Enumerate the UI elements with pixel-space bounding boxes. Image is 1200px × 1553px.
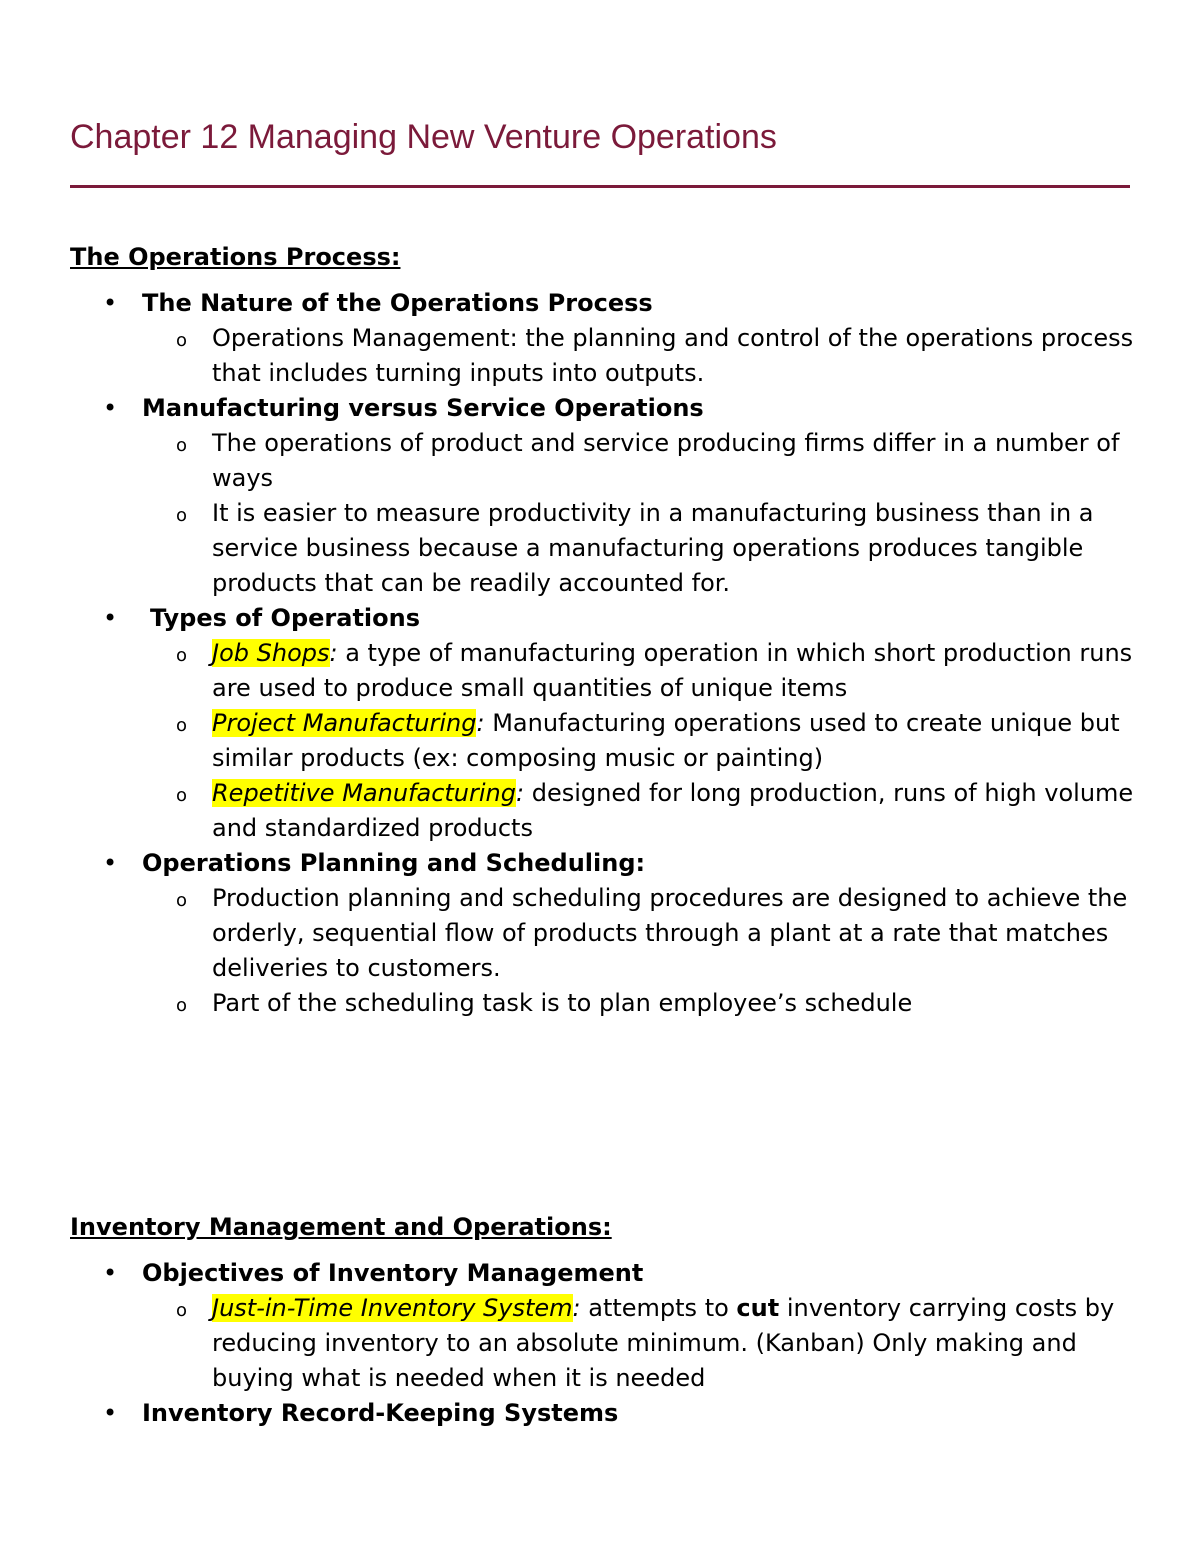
highlighted-term: Just-in-Time Inventory System bbox=[212, 1294, 573, 1322]
bullet-glyph: • bbox=[103, 394, 118, 422]
sub-bullet-glyph: o bbox=[176, 1300, 188, 1321]
term-definition: a type of manufacturing operation in which short production runs are used to produce small quantities of unique items bbox=[212, 639, 1133, 702]
sub-bullet-text: Part of the scheduling task is to plan employee’s schedule bbox=[212, 989, 913, 1017]
sub-bullet-glyph: o bbox=[176, 435, 188, 456]
title-divider bbox=[70, 185, 1130, 188]
section-inventory-management-list bbox=[0, 1256, 1200, 1431]
sub-bullet-item bbox=[0, 881, 1200, 986]
sub-bullet-glyph: o bbox=[176, 645, 188, 666]
bullet-item bbox=[0, 601, 1200, 636]
bullet-item bbox=[0, 1256, 1200, 1291]
bullet-item bbox=[0, 1396, 1200, 1431]
highlighted-term: Job Shops bbox=[212, 639, 330, 667]
bold-word: cut bbox=[736, 1294, 780, 1322]
sub-bullet-text: Production planning and scheduling procedures are designed to achieve the orderly, sequential flow of products through a plant at a rate that matches deliveries to customers. bbox=[212, 884, 1128, 982]
term-definition: attempts to bbox=[580, 1294, 737, 1322]
bullet-item-label: Inventory Record-Keeping Systems bbox=[142, 1399, 619, 1427]
bullet-item bbox=[0, 846, 1200, 881]
sub-bullet-glyph: o bbox=[176, 785, 188, 806]
highlighted-term: Repetitive Manufacturing bbox=[212, 779, 516, 807]
sub-bullet-item bbox=[0, 496, 1200, 601]
bullet-item-label: Operations Planning and Scheduling: bbox=[142, 849, 646, 877]
bullet-item-label: Types of Operations bbox=[150, 604, 420, 632]
bullet-glyph: • bbox=[103, 1259, 118, 1287]
bullet-glyph: • bbox=[103, 604, 118, 632]
sub-bullet-glyph: o bbox=[176, 330, 188, 351]
bullet-item-label: The Nature of the Operations Process bbox=[142, 289, 653, 317]
sub-bullet-glyph: o bbox=[176, 505, 188, 526]
bullet-item bbox=[0, 286, 1200, 321]
sub-bullet-text: The operations of product and service producing firms differ in a number of ways bbox=[212, 429, 1120, 492]
term-definition-continued: inventory carrying costs by reducing inventory to an absolute minimum. (Kanban) Only making and buying what is needed when it is needed bbox=[212, 1294, 1115, 1392]
sub-bullet-glyph: o bbox=[176, 715, 188, 736]
sub-bullet-item: o Just-in-Time Inventory System: attempts to cut inventory carrying costs by reducing inventory to an absolute minimum. (Kanban) Only making and buying what is needed when it is needed bbox=[176, 1294, 1115, 1392]
sub-bullet-text: It is easier to measure productivity in a manufacturing business than in a service business because a manufacturing operations produces tangible products that can be readily accounted for. bbox=[212, 499, 1094, 597]
sub-bullet-item bbox=[0, 426, 1200, 496]
bullet-item-label: Manufacturing versus Service Operations bbox=[142, 394, 704, 422]
highlighted-term: Project Manufacturing bbox=[212, 709, 477, 737]
bullet-glyph: • bbox=[103, 1399, 118, 1427]
sub-bullet-item: o Job Shops: a type of manufacturing operation in which short production runs are used to produce small quantities of unique items bbox=[176, 639, 1133, 702]
sub-bullet-item bbox=[0, 321, 1200, 391]
sub-bullet-item: o Project Manufacturing: Manufacturing operations used to create unique but similar products (ex: composing music or painting) bbox=[176, 709, 1120, 772]
bullet-item-label: Objectives of Inventory Management bbox=[142, 1259, 644, 1287]
term-definition: designed for long production, runs of high volume and standardized products bbox=[212, 779, 1134, 842]
sub-bullet-text: Operations Management: the planning and control of the operations process that includes turning inputs into outputs. bbox=[212, 324, 1134, 387]
bullet-item bbox=[0, 391, 1200, 426]
sub-bullet-item: o Repetitive Manufacturing: designed for long production, runs of high volume and standardized products bbox=[176, 779, 1134, 842]
sub-bullet-glyph: o bbox=[176, 995, 188, 1016]
sub-bullet-glyph: o bbox=[176, 890, 188, 911]
bullet-glyph: • bbox=[103, 849, 118, 877]
document-title: Chapter 12 Managing New Venture Operations bbox=[70, 118, 777, 156]
sub-bullet-item bbox=[0, 986, 1200, 1021]
bullet-glyph: • bbox=[103, 289, 118, 317]
section-operations-process-list bbox=[0, 286, 1200, 1021]
section-heading-operations-process: The Operations Process: bbox=[70, 243, 401, 271]
section-heading-inventory-management: Inventory Management and Operations: bbox=[70, 1213, 612, 1241]
term-definition: Manufacturing operations used to create unique but similar products (ex: composing music or painting) bbox=[212, 709, 1120, 772]
